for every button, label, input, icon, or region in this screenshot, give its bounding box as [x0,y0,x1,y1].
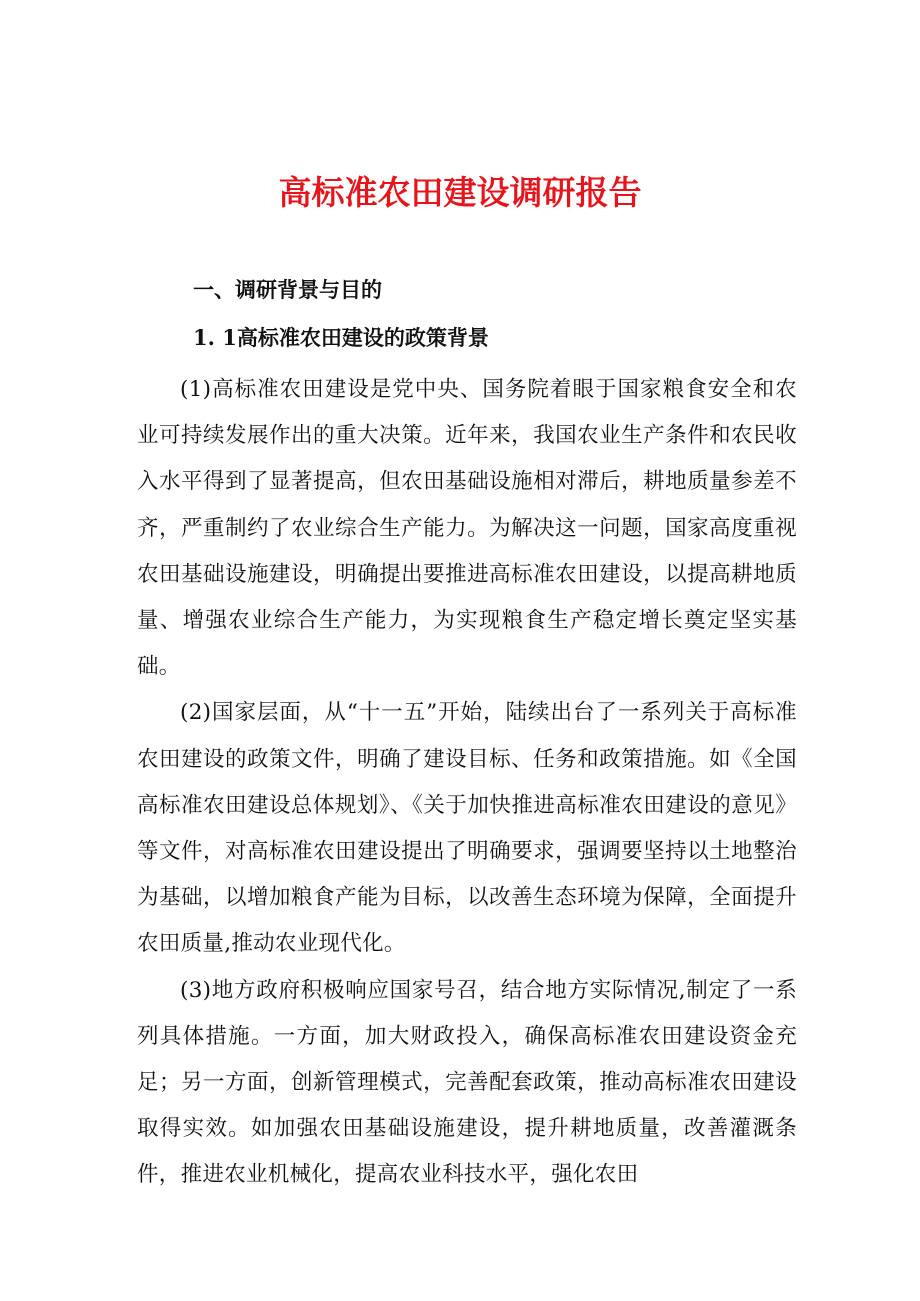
document-title: 高标准农田建设调研报告 [278,173,642,212]
document-body [137,367,797,1199]
paragraph-3: (3)地方政府积极响应国家号召，结合地方实际情况,制定了一系列具体措施。一方面，加大财政投入，确保高标准农田建设资金充足；另一方面，创新管理模式，完善配套政策，推动高标准农田建设取得实效。如加强农田基础设施建设，提升耕地质量，改善灌溉条件，推进农业机械化，提高农业科技水平，强化农田 [137,977,797,1188]
subsection-heading: 1. 1高标准农田建设的政策背景 [193,325,489,350]
paragraph-1: (1)高标准农田建设是党中央、国务院着眼于国家粮食安全和农业可持续发展作出的重大决策。近年来，我国农业生产条件和农民收入水平得到了显著提高，但农田基础设施相对滞后，耕地质量参差不齐，严重制约了农业综合生产能力。为解决这一问题，国家高度重视农田基础设施建设，明确提出要推进高标准农田建设，以提高耕地质量、增强农业综合生产能力，为实现粮食生产稳定增长奠定坚实基础。 [137,377,797,680]
paragraph-2: (2)国家层面，从“十一五”开始，陆续出台了一系列关于高标准农田建设的政策文件，明确了建设目标、任务和政策措施。如《全国高标准农田建设总体规划》、《关于加快推进高标准农田建设的意见》等文件，对高标准农田建设提出了明确要求，强调要坚持以土地整治为基础，以增加粮食产能为目标，以改善生态环境为保障，全面提升农田质量,推动农业现代化。 [137,700,797,957]
section-heading: 一、调研背景与目的 [193,278,382,302]
